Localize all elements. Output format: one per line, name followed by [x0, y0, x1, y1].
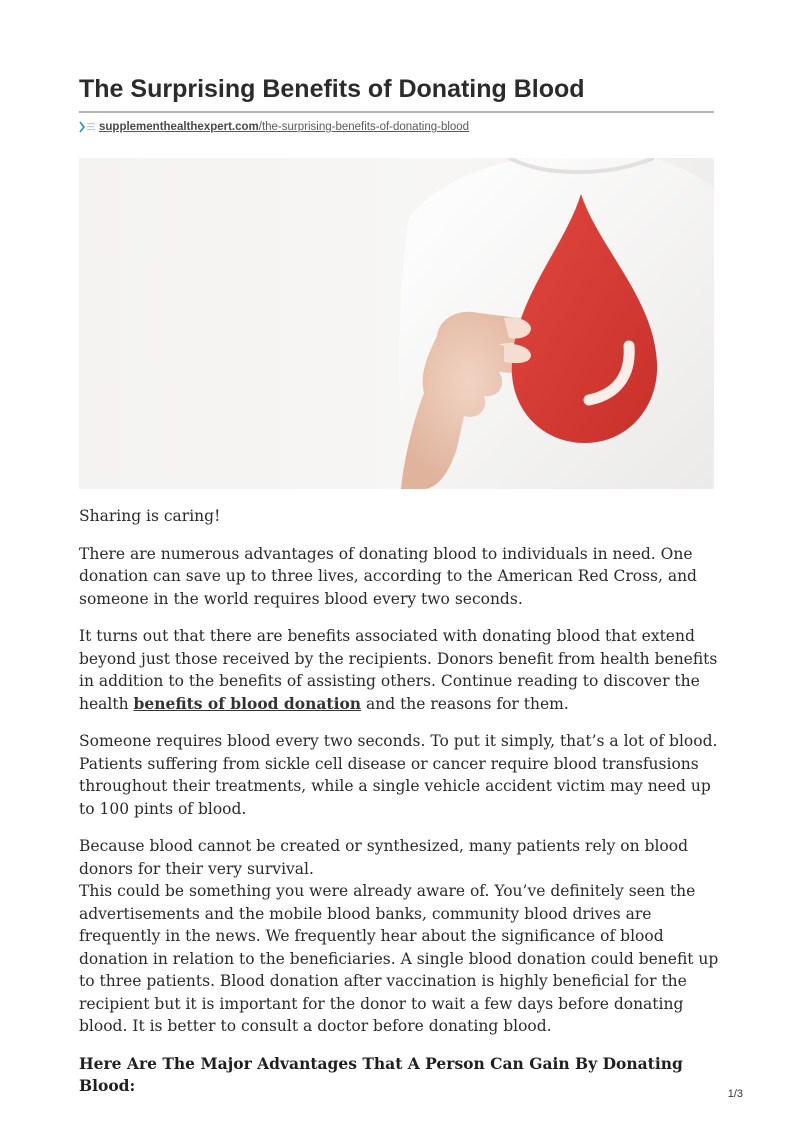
- site-favicon-icon: [79, 121, 97, 133]
- benefits-of-blood-donation-link[interactable]: benefits of blood donation: [133, 693, 362, 713]
- paragraph-every-two-seconds: Someone requires blood every two seconds. To put it simply, that’s a lot of blood. Patients suffering from sickle cell disease or cancer require blood transfusions throughout their treatments, while a single vehicle accident victim may need up to 100 pints of blood.: [79, 732, 718, 818]
- paragraph-benefits-tail: and the reasons for them.: [361, 694, 569, 713]
- paragraph-benefits-text: It turns out that there are benefits associated with donating blood that extend beyond just those received by the recipients. Donors benefit from health benefits in addition to the benefits of assisting others. Continue reading to discover the health: [79, 627, 718, 713]
- paragraph-intro: There are numerous advantages of donating blood to individuals in need. One donation can save up to three lives, according to the American Red Cross, and someone in the world requires blood every two seconds.: [79, 544, 697, 608]
- source-url-link[interactable]: [99, 121, 469, 133]
- page-number: 1/3: [727, 1088, 743, 1100]
- page-title: The Surprising Benefits of Donating Blood: [79, 75, 585, 103]
- hero-image: [79, 158, 714, 489]
- title-divider: [79, 111, 714, 113]
- paragraph-survival-line: Because blood cannot be created or synthesized, many patients rely on blood donors for their very survival.: [79, 837, 688, 878]
- source-domain: supplementhealthexpert.com: [99, 121, 259, 133]
- paragraph-benefits: [79, 625, 719, 715]
- source-row: [79, 120, 469, 134]
- source-path: /the-surprising-benefits-of-donating-blood: [258, 121, 470, 133]
- paragraph-awareness: This could be something you were already aware of. You’ve definitely seen the advertisements and the mobile blood banks, community blood drives are frequently in the news. We frequently hear about the significance of blood donation in relation to the beneficiaries. A single blood donation could benefit up to three patients. Blood donation after vaccination is highly beneficial for the recipient but it is important for the donor to wait a few days before donating blood. It is better to consult a doctor before donating blood.: [79, 882, 719, 1035]
- paragraph-survival: [79, 835, 719, 1038]
- paragraph-sharing: Sharing is caring!: [79, 507, 221, 525]
- article-body: [79, 505, 719, 1098]
- section-heading: Here Are The Major Advantages That A Person Can Gain By Donating Blood:: [79, 1053, 683, 1095]
- blood-drop-photo-icon: [79, 158, 714, 489]
